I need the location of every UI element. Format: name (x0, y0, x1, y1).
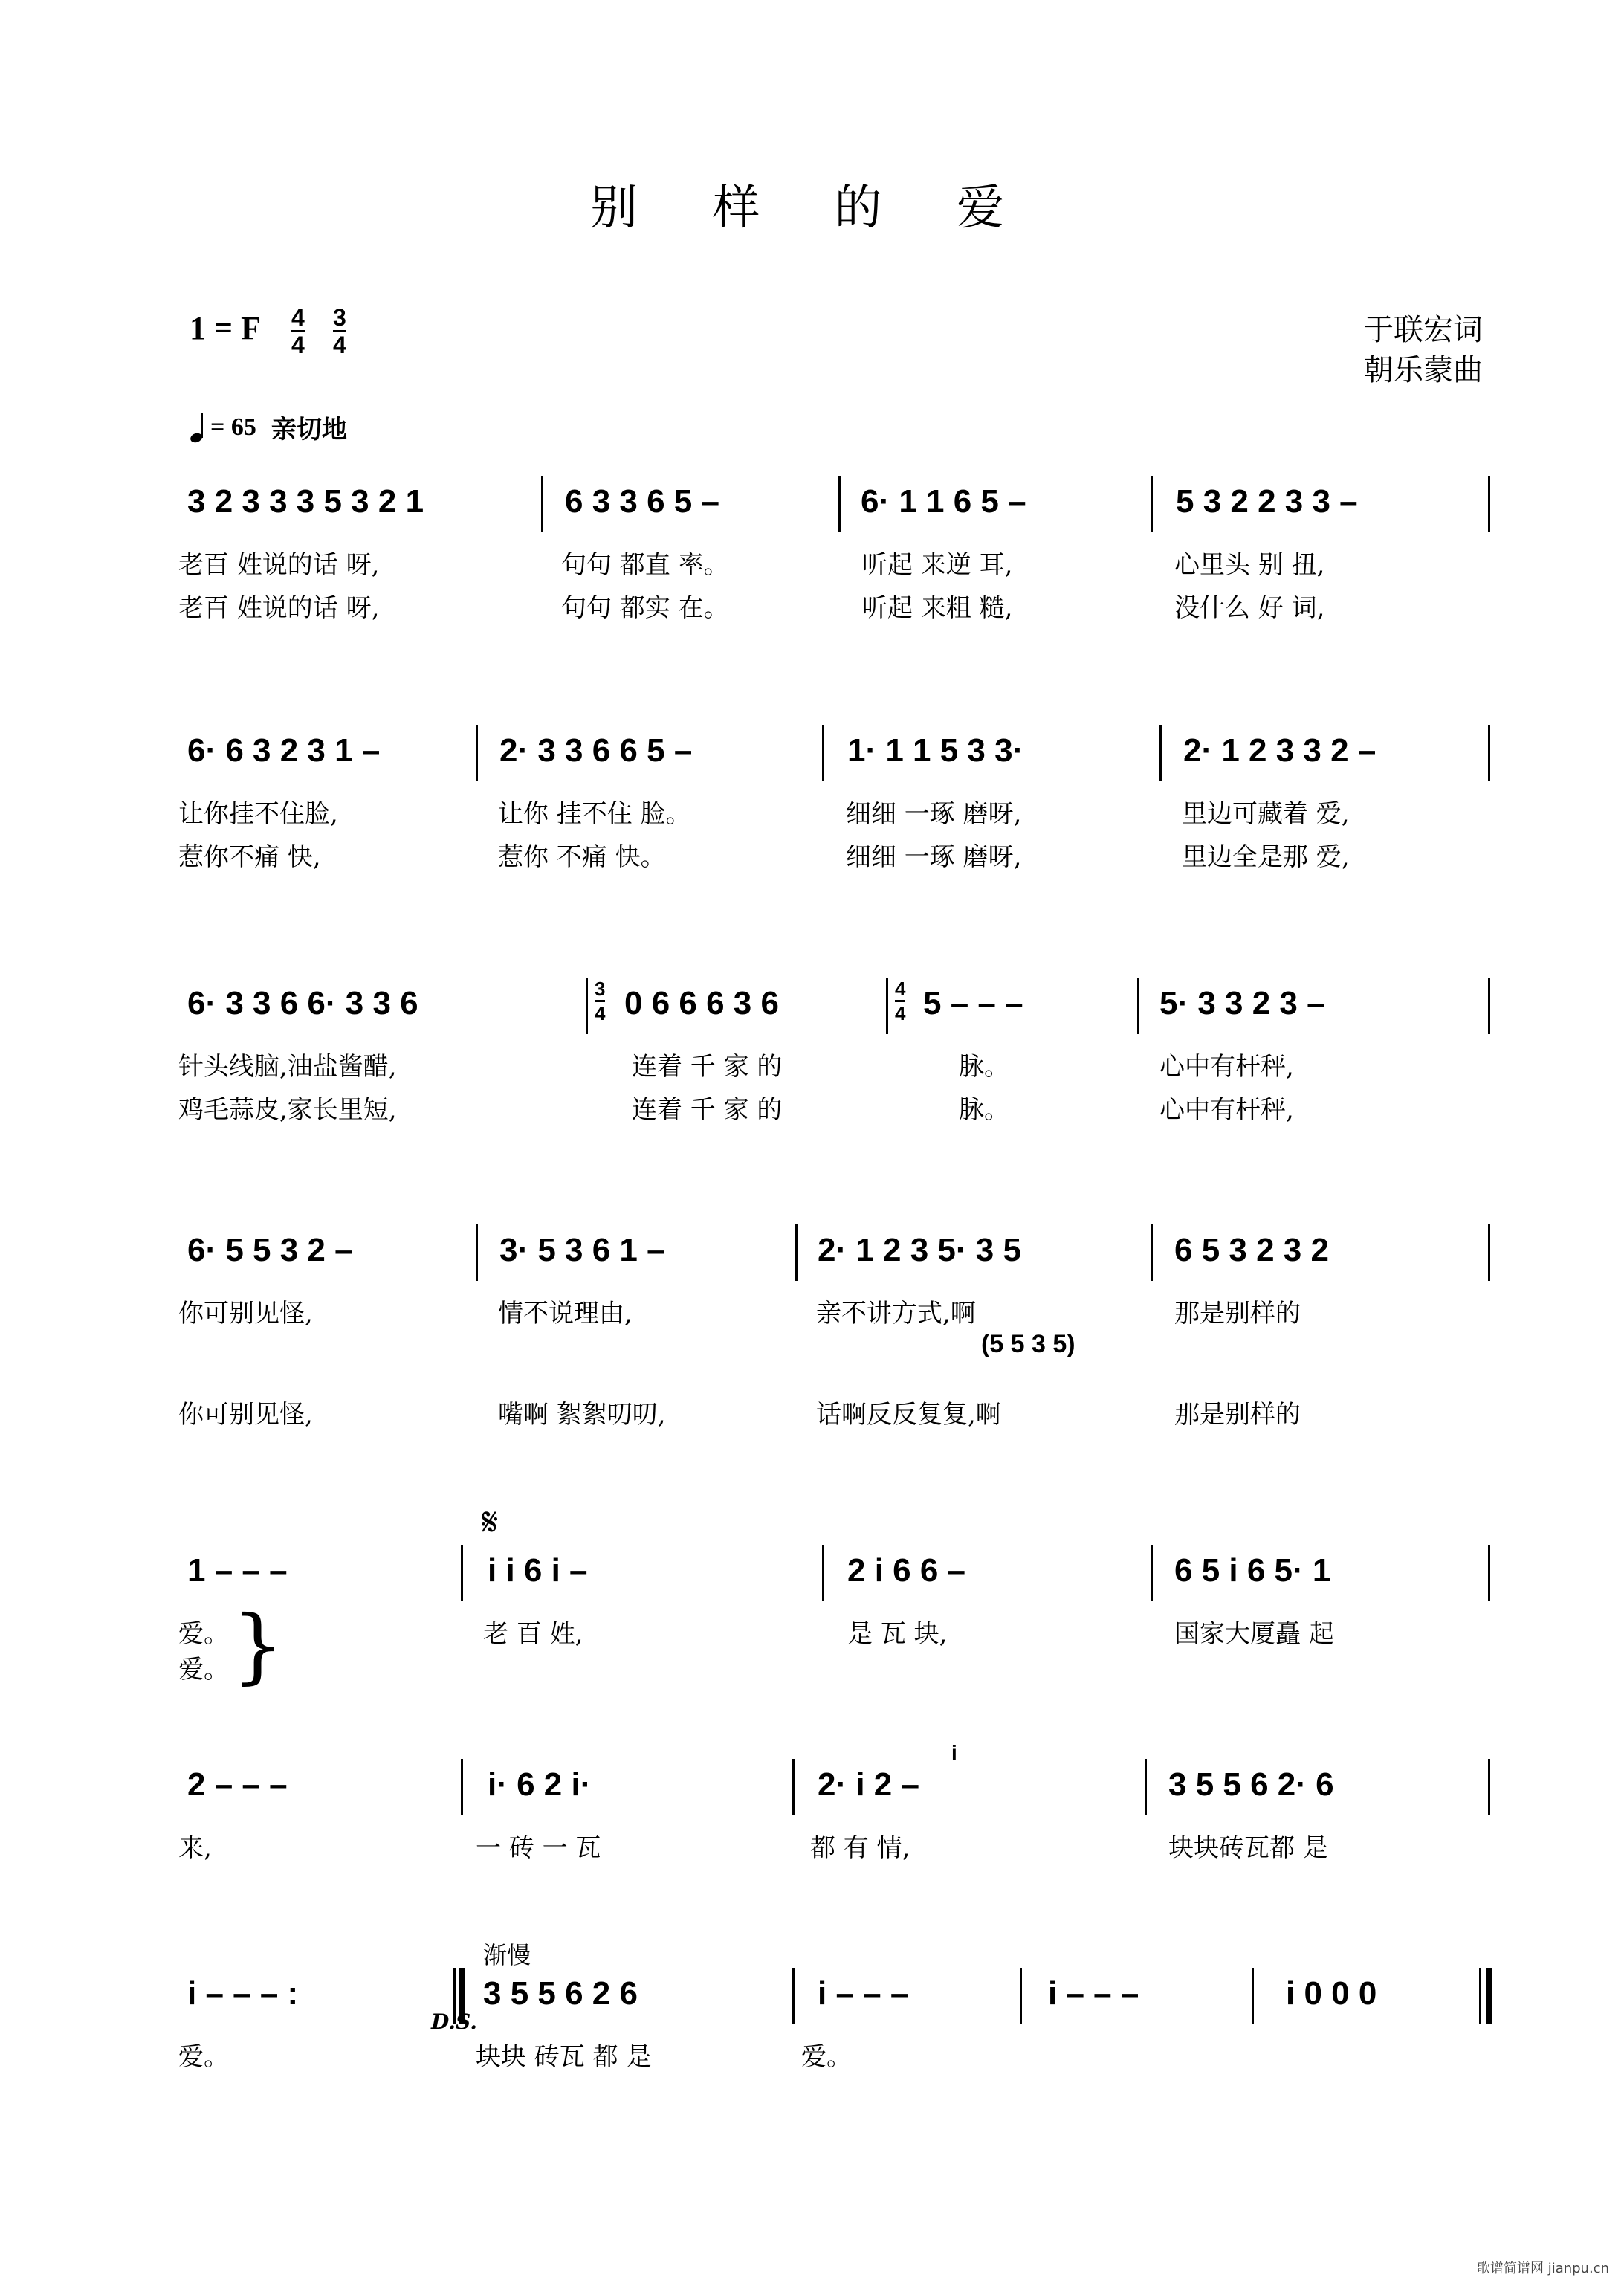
time-signature-3-4-inline: 3 4 (595, 978, 606, 1024)
bar-line (792, 1968, 795, 2024)
lyric-text: 情不说理由, (498, 1299, 633, 1328)
lyric-text: 是 瓦 块, (847, 1619, 948, 1649)
lyric-text: 惹你不痛 快, (178, 842, 321, 872)
lyric-text: 亲不讲方式,啊 (816, 1299, 976, 1328)
measure-notes: i – – – : (187, 1975, 299, 2012)
bar-line (1488, 1224, 1490, 1281)
lyric-text: 爱。 (178, 2042, 229, 2072)
bar-line (476, 1224, 478, 1281)
measure-notes: 2· 1 2 3 3 2 – (1183, 732, 1376, 769)
tempo-bpm: = 65 (210, 413, 256, 441)
bar-line (1137, 978, 1139, 1034)
lyric-text: 听起 来逆 耳, (862, 550, 1013, 580)
page-title: 别 样 的 爱 (589, 181, 1035, 236)
time-signature-bottom: 4 (291, 332, 305, 358)
lyric-text: 让你挂不住脸, (178, 799, 338, 829)
lyric-text: 爱。 (178, 1619, 229, 1649)
measure-notes: i· 6 2 i· (488, 1766, 592, 1803)
bar-line (822, 1545, 824, 1601)
lyric-text: 细细 一琢 磨呀, (846, 842, 1022, 872)
lyric-text: 老百 姓说的话 呀, (178, 593, 380, 623)
measure-notes: 2 i 6 6 – (847, 1552, 966, 1589)
lyric-text: 让你 挂不住 脸。 (498, 799, 691, 829)
measure-notes: 2· 1 2 3 5· 3 5 (818, 1232, 1021, 1268)
bar-line (461, 1545, 463, 1601)
time-signature-3-4 (333, 305, 346, 358)
bar-line (1020, 1968, 1022, 2024)
time-signature-4-4 (291, 305, 305, 358)
lyric-text: 你可别见怪, (178, 1299, 313, 1328)
bar-line (792, 1759, 795, 1815)
bar-line (1488, 476, 1490, 532)
measure-notes: 6· 5 5 3 2 – (187, 1232, 353, 1268)
bar-line (1488, 978, 1490, 1034)
time-signature-top: 3 (333, 304, 346, 331)
measure-notes: 6· 6 3 2 3 1 – (187, 732, 381, 769)
measure-notes: 3· 5 3 6 1 – (499, 1232, 665, 1268)
lyric-text: 老 百 姓, (483, 1619, 583, 1649)
interlude-notes: (5 5 3 5) (981, 1330, 1075, 1358)
bar-line (838, 476, 841, 532)
lyric-text: 一 砖 一 瓦 (476, 1833, 601, 1863)
bar-line (1151, 1224, 1153, 1281)
time-signature-top: 4 (291, 304, 305, 331)
bar-line (461, 1759, 463, 1815)
time-signature-4-4-inline: 4 4 (895, 978, 906, 1024)
lyric-text: 块块砖瓦都 是 (1168, 1833, 1328, 1863)
bar-line (1159, 725, 1162, 781)
bar-line (1151, 476, 1153, 532)
measure-notes: 5 – – – (923, 985, 1023, 1021)
bar-line (1145, 1759, 1147, 1815)
lyric-text: 里边全是那 爱, (1182, 842, 1350, 872)
measure-notes: 2· i 2 – (818, 1766, 919, 1803)
lyric-text: 老百 姓说的话 呀, (178, 550, 380, 580)
lyric-text: 细细 一琢 磨呀, (846, 799, 1022, 829)
bar-line (586, 978, 588, 1034)
lyric-text: 听起 来粗 糙, (862, 593, 1013, 623)
bar-line (1252, 1968, 1254, 2024)
lyric-text: 句句 都实 在。 (561, 593, 729, 623)
lyric-text: 心中有杆秤, (1159, 1052, 1294, 1082)
ritardando-marking: 渐慢 (483, 1941, 531, 1969)
measure-notes: 2· 3 3 6 6 5 – (499, 732, 693, 769)
lyric-text: 那是别样的 (1174, 1299, 1301, 1328)
lyric-text: 连着 千 家 的 (632, 1095, 783, 1125)
lyric-text: 心中有杆秤, (1159, 1095, 1294, 1125)
lyric-text: 国家大厦矗 起 (1174, 1619, 1334, 1649)
lyric-text: 惹你 不痛 快。 (498, 842, 666, 872)
lyric-text: 没什么 好 词, (1174, 593, 1325, 623)
lyric-text: 来, (178, 1833, 212, 1863)
measure-notes: i – – – (818, 1975, 909, 2012)
lyric-text: 脉。 (959, 1095, 1009, 1125)
measure-notes: i i 6 i – (488, 1552, 588, 1589)
lyric-text: 针头线脑,油盐酱醋, (178, 1052, 397, 1082)
measure-notes: 3 5 5 6 2 6 (483, 1975, 638, 2012)
footer-watermark: 歌谱简谱网 jianpu.cn (1476, 2261, 1609, 2276)
lyric-text: 脉。 (959, 1052, 1009, 1082)
measure-notes: 6· 1 1 6 5 – (861, 483, 1026, 520)
segno-sign: 𝄋 (482, 1500, 499, 1545)
measure-notes: 3 5 5 6 2· 6 (1168, 1766, 1334, 1803)
lyric-text: 爱。 (801, 2042, 852, 2072)
lyric-text: 里边可藏着 爱, (1182, 799, 1350, 829)
measure-notes: 5 3 2 2 3 3 – (1176, 483, 1358, 520)
measure-notes: 1 – – – (187, 1552, 288, 1589)
lyric-text: 块块 砖瓦 都 是 (476, 2042, 652, 2072)
bar-line (886, 978, 888, 1034)
quarter-note-icon (190, 411, 206, 444)
bar-line (1488, 1545, 1490, 1601)
bar-line (795, 1224, 798, 1281)
measure-notes: 6 3 3 6 5 – (565, 483, 719, 520)
measure-notes: 0 6 6 6 3 6 (624, 985, 779, 1021)
bar-line (1488, 1759, 1490, 1815)
lyric-text: 爱。 (178, 1655, 229, 1685)
bar-line (822, 725, 824, 781)
lyric-text: 话啊反反复复,啊 (816, 1400, 1001, 1430)
measure-notes: 6 5 3 2 3 2 (1174, 1232, 1329, 1268)
bar-line (1151, 1545, 1153, 1601)
bar-line (476, 725, 478, 781)
final-bar-line (1479, 1968, 1481, 2024)
measure-notes: 1· 1 1 5 3 3· (847, 732, 1024, 769)
measure-notes: 5· 3 3 2 3 – (1159, 985, 1325, 1021)
composer: 朝乐蒙曲 (1364, 353, 1483, 387)
measure-notes: 6 5 i 6 5· 1 (1174, 1552, 1331, 1589)
bar-line (541, 476, 543, 532)
lyric-text: 都 有 情, (810, 1833, 910, 1863)
measure-notes: i 0 0 0 (1286, 1975, 1377, 2012)
key-signature: 1 = F (190, 310, 261, 346)
time-signature-bottom: 4 (333, 332, 346, 358)
lyric-text: 心里头 别 扭, (1174, 550, 1325, 580)
ds-marking: D.S. (431, 2009, 478, 2034)
lyric-text: 你可别见怪, (178, 1400, 313, 1430)
measure-notes: 2 – – – (187, 1766, 288, 1803)
tempo-marking (190, 409, 347, 445)
grace-note: i (951, 1741, 957, 1764)
tempo-expression: 亲切地 (271, 416, 347, 444)
lyric-text: 那是别样的 (1174, 1400, 1301, 1430)
lyricist: 于联宏词 (1364, 313, 1483, 347)
brace-icon: } (232, 1598, 284, 1693)
measure-notes: 3 2 3 3 3 5 3 2 1 (187, 483, 424, 520)
lyric-text: 句句 都直 率。 (561, 550, 729, 580)
lyric-text: 鸡毛蒜皮,家长里短, (178, 1095, 397, 1125)
lyric-text: 嘴啊 絮絮叨叨, (498, 1400, 666, 1430)
measure-notes: 6· 3 3 6 6· 3 3 6 (187, 985, 418, 1021)
lyric-text: 连着 千 家 的 (632, 1052, 783, 1082)
bar-line (1488, 725, 1490, 781)
measure-notes: i – – – (1048, 1975, 1139, 2012)
final-bar-line-thick (1486, 1968, 1492, 2024)
